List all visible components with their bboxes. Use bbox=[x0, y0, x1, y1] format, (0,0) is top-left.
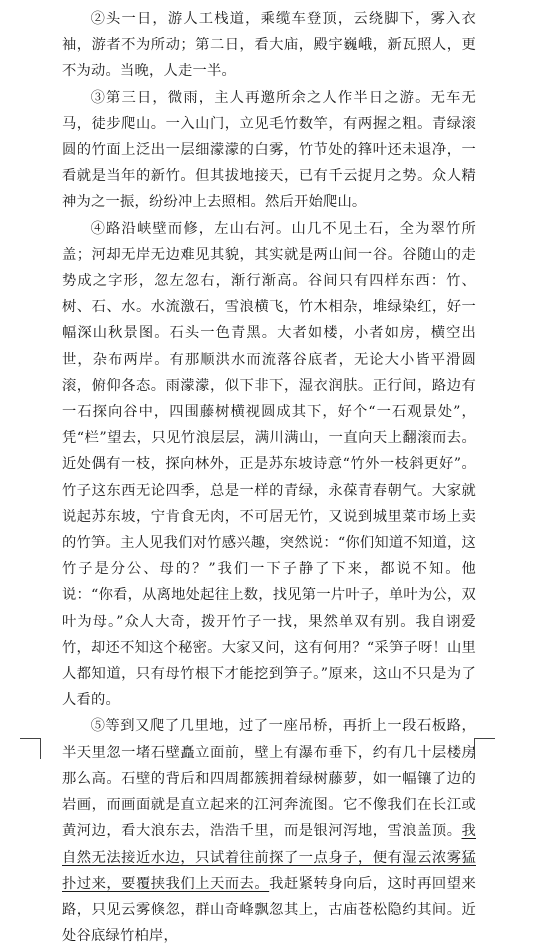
paragraph-4: ④路沿峡壁而修，左山右河。山几不见土石，全为翠竹所盖；河却无岸无边难见其貌，其实就是两山间一谷。谷随山的走势成之字形，忽左忽右，渐行渐高。谷间只有四样东西：竹、树、石、水。水流激石，雪浪横飞，竹木相杂，堆绿染红，好一幅深山秋景图。石头一色青黑。大者如楼，小者如房，横空出世，杂布两岸。有那顺洪水而流落谷底者，无论大小皆平滑圆滚，俯仰各态。雨濛濛，似下非下，湿衣润肤。正行间，路边有一石探向谷中，四围藤树横视圆成其下，好个“一石观景处”，凭“栏”望去，只见竹浪层层，满川满山，一直向天上翻滚而去。近处偶有一枝，探向林外，正是苏东坡诗意“竹外一枝斜更好”。竹子这东西无论四季，总是一样的青绿，永葆青春朝气。大家就说起苏东坡，宁肯食无肉，不可居无竹，又说到城里菜市场上卖的竹笋。主人见我们对竹感兴趣，突然说：“你们知道不知道，这竹子是分公、母的？”我们一下子静了下来，都说不知。他说：“你看，从离地处起往上数，找见第一片叶子，单叶为公，双叶为母。”众人大奇，拨开竹子一找，果然单双有别。我自诩爱竹，却还不知这个秘密。大家又问，这有何用？“采笋子呀！山里人都知道，只有母竹根下才能挖到笋子。”原来，这山不只是为了人看的。 bbox=[62, 220, 476, 709]
paragraph-5-text-before: ⑤等到又爬了几里地，过了一座吊桥，再折上一段石板路，半天里忽一堵石壁矗立面前，壁上有瀑布垂下，约有几十层楼房那么高。石壁的背后和四周都簇拥着绿树藤萝，如一幅镶了边的岩画，而画面就是直立起来的江河奔流图。它不像我们在长江或黄河边，看大浪东去，浩浩千里，而是银河泻地，雪浪盖顶。 bbox=[62, 718, 476, 840]
document-body bbox=[62, 6, 476, 949]
crop-mark-bottom-left bbox=[20, 738, 41, 759]
paragraph-5-text-after: 我赶紧转身向后，这时再回望来路，只见云雾倏忽，群山奇峰飘忽其上，古庙苍松隐约其间。近处谷底绿竹柏岸， bbox=[62, 875, 476, 945]
paragraph-3: ③第三日，微雨，主人再邀所余之人作半日之游。无车无马，徒步爬山。一入山门，立见毛竹数竿，有两握之粗。青绿滚圆的竹面上泛出一层细濛濛的白雾，竹节处的箨叶还未退净，一看就是当年的新竹。但其拔地接天，已有千云捉月之势。众人精神为之一振，纷纷冲上去照相。然后开始爬山。 bbox=[62, 89, 476, 211]
underlined-sentence: 我自然无法接近水边，只试着往前探了一点身子，便有湿云浓雾猛扑过来，要覆挟我们上天而去。 bbox=[62, 823, 476, 892]
crop-mark-bottom-right bbox=[474, 738, 495, 759]
paragraph-5 bbox=[62, 713, 476, 949]
paragraph-2: ②头一日，游人工栈道，乘缆车登顶，云绕脚下，雾入衣袖，游者不为所动；第二日，看大庙，殿宇巍峨，新瓦照人，更不为动。当晚，人走一半。 bbox=[62, 11, 476, 80]
